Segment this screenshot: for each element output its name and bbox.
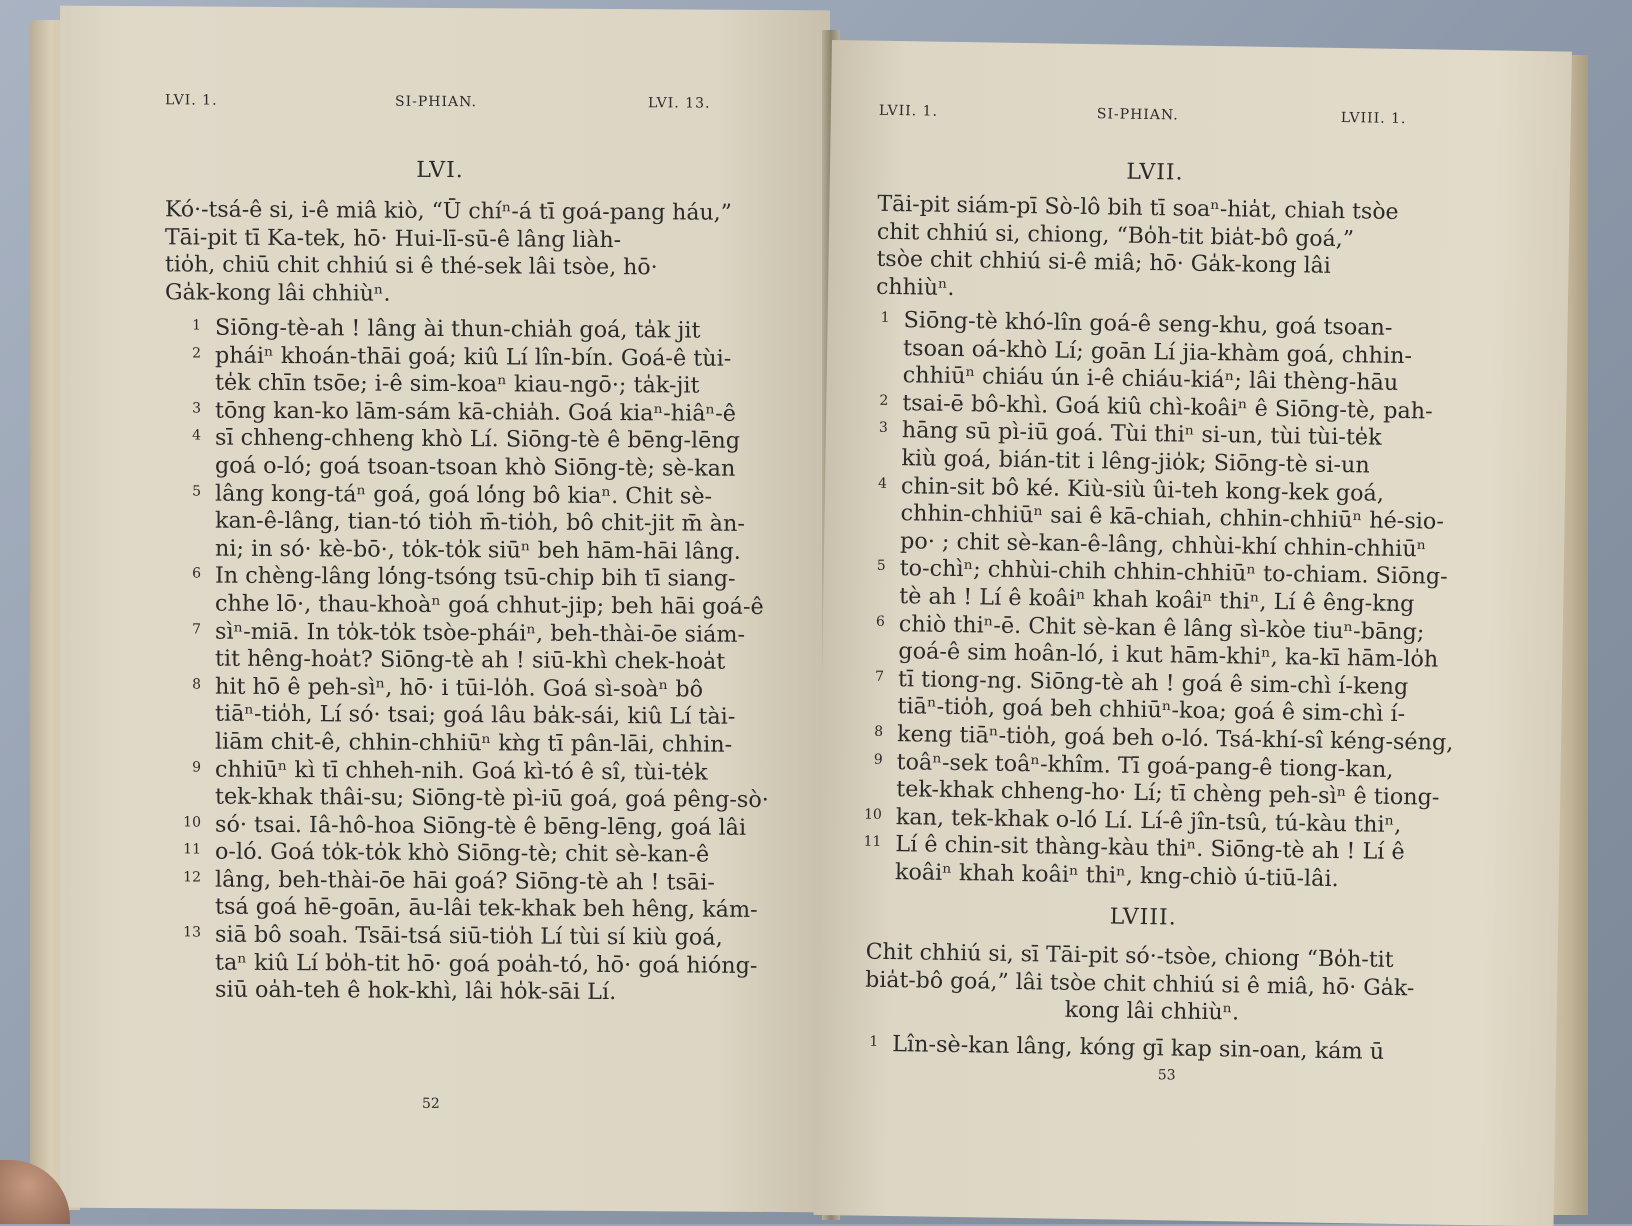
verse-text: tōng kan-ko lām-sám kā-chia̍h. Goá kiaⁿ-hiâⁿ-ê <box>215 397 736 426</box>
verse-number <box>842 778 882 779</box>
verse-line <box>215 673 775 704</box>
verse-line <box>215 425 775 456</box>
chapter-title-2: LVIII. <box>1058 904 1228 932</box>
verse-text: tsá goá hē-goān, āu-lâi tek-khak beh hêng, kám- <box>215 894 758 923</box>
verse-line <box>215 729 775 760</box>
verse-line <box>215 535 775 566</box>
verse-text: siū oa̍h-teh ê hok-khì, lâi ho̍k-sāi Lí. <box>215 977 616 1005</box>
verse-number: 6 <box>845 613 885 630</box>
verse-line <box>215 811 775 842</box>
verse-block-2 <box>892 1031 1432 1067</box>
verse-number: 9 <box>161 759 201 775</box>
summary-line: chit chhiú si, chiong, “Bo̍h-tit bia̍t-bô goá,” <box>927 219 1497 256</box>
verse-number: 6 <box>161 566 201 582</box>
verse-number: 1 <box>838 1033 878 1050</box>
verse-line <box>215 342 775 373</box>
verse-number: 3 <box>848 420 888 437</box>
verse-text: tsai-ē bô-khì. Goá kiû chì-koâiⁿ ê Siōng-tè, pah- <box>902 390 1433 424</box>
verse-text: hit hō ê peh-sìⁿ, hō· i tūi-lo̍h. Goá sì-soàⁿ bô <box>215 673 703 702</box>
verse-number <box>849 337 889 338</box>
summary-line: Kó·-tsá-ê si, i-ê miâ kiò, “Ū chíⁿ-á tī goá-pang háu,” <box>215 197 815 228</box>
verse-text: Lîn-sè-kan lâng, kóng gī kap sin-oan, kám ū <box>892 1031 1384 1065</box>
verse-line <box>215 977 775 1008</box>
verse-number: 13 <box>161 924 201 940</box>
verse-text: sìⁿ-miā. In to̍k-to̍k tsòe-pháiⁿ, beh-thài-ōe siám- <box>215 618 745 647</box>
verse-line <box>215 508 775 539</box>
verse-line <box>215 866 775 897</box>
verse-text: keng tiāⁿ-tio̍h, goá beh o-ló. Tsá-khí-sî kéng-séng, <box>897 721 1454 756</box>
verse-text: tek-khak chheng-ho· Lí; tī chèng peh-sìⁿ ê tiong- <box>896 776 1440 811</box>
verse-text: tiāⁿ-tio̍h, goá beh chhiūⁿ-koa; goá ê sim-chì í- <box>897 693 1405 727</box>
verse-number: 8 <box>161 676 201 692</box>
right-header-left: LVII. 1. <box>879 103 938 120</box>
verse-line <box>215 315 775 346</box>
verse-number: 1 <box>850 309 890 326</box>
verse-line <box>215 453 775 484</box>
verse-line <box>215 784 775 815</box>
verse-number: 12 <box>161 869 201 885</box>
verse-number: 5 <box>846 558 886 575</box>
verse-text: lâng kong-táⁿ goá, goá ló̍ng bô kiaⁿ. Chit sè- <box>215 480 712 509</box>
verse-text: goá o-ló; goá tsoan-tsoan khò Siōng-tè; sè-kan <box>215 453 735 482</box>
verse-block <box>215 315 775 1008</box>
verse-number <box>841 861 881 862</box>
verse-text: te̍k chīn tsōe; i-ê sim-koaⁿ kiau-ngō·; ta̍k-jit <box>215 370 699 399</box>
verse-text: Siōng-tè khó-lîn goá-ê seng-khu, goá tsoan- <box>903 307 1392 341</box>
verse-text: tiāⁿ-tio̍h, Lí só· tsai; goá lâu ba̍k-sái, kiû Lí tài- <box>215 701 735 730</box>
verse-number: 8 <box>843 723 883 740</box>
verse-line <box>215 922 775 953</box>
right-header-right: LVIII. 1. <box>1341 110 1407 127</box>
verse-line <box>215 894 775 925</box>
chapter-summary-2 <box>865 939 1486 1032</box>
summary-line: Tāi-pit siám-pī Sò-lô bih tī soaⁿ-hia̍t, chiah tsòe <box>927 192 1497 229</box>
right-page <box>814 40 1572 1226</box>
verse-text: liām chit-ê, chhin-chhiūⁿ kǹg tī pân-lāi, chhin- <box>215 729 732 758</box>
chapter-summary <box>165 196 815 310</box>
verse-number <box>848 447 888 448</box>
verse-text: taⁿ kiû Lí bo̍h-tit hō· goá poa̍h-tó, hō· goá hióng- <box>215 949 757 978</box>
verse-text: tit hêng-hoa̍t? Siōng-tè ah ! siū-khì chek-hoa̍t <box>215 646 725 675</box>
verse-text: tsoan oá-khò Lí; goān Lí jia-khàm goá, chhin- <box>903 335 1412 369</box>
verse-text: chiò thiⁿ-ē. Chit sè-kan ê lâng sì-kòe tiuⁿ-bāng; <box>899 611 1425 645</box>
verse-text: toâⁿ-sek toâⁿ-khîm. Tī goá-pang-ê tiong-kan, <box>896 749 1393 783</box>
verse-number <box>847 502 887 503</box>
verse-number <box>845 585 885 586</box>
left-header-center: SI-PHIAN. <box>395 94 477 111</box>
verse-text: lâng, beh-thài-ōe hāi goá? Siōng-tè ah ! tsāi- <box>215 866 715 895</box>
left-page <box>60 6 830 1213</box>
verse-text: Siōng-tè-ah ! lâng ài thun-chia̍h goá, ta̍k jit <box>215 315 700 344</box>
verse-line <box>215 397 775 428</box>
chapter-title: LVI. <box>360 157 520 183</box>
verse-text: chhe lō·, thau-khoàⁿ goá chhut-jip; beh hāi goá-ê <box>215 591 764 620</box>
page-number: 53 <box>1158 1067 1176 1083</box>
verse-number <box>846 530 886 531</box>
verse-text: kan-ê-lâng, tian-tó tio̍h m̄-tio̍h, bô chit-jit m̄ àn- <box>215 508 745 537</box>
verse-number: 11 <box>841 834 881 851</box>
verse-number: 10 <box>842 806 882 823</box>
chapter-title: LVII. <box>1070 159 1240 187</box>
verse-text: to-chìⁿ; chhùi-chih chhin-chhiūⁿ to-chiam. Siōng- <box>900 555 1448 590</box>
verse-text: chhin-chhiūⁿ sai ê kā-chiah, chhin-chhiūⁿ hé-sio- <box>900 500 1444 535</box>
summary-line: bia̍t-bô goá,” lâi tsòe chit chhiú si ê miâ, hō· Ga̍k- <box>915 967 1485 1004</box>
summary-line: kong lâi chhiùⁿ. <box>915 995 1485 1032</box>
verse-line <box>892 1031 1432 1067</box>
verse-line <box>215 591 775 622</box>
verse-line <box>215 646 775 677</box>
verse-line <box>215 370 775 401</box>
verse-text: koâiⁿ khah koâiⁿ thiⁿ, kng-chiò ú-tiū-lâi. <box>895 859 1339 892</box>
verse-text: tek-khak thâi-su; Siōng-tè pì-iū goá, goá pêng-sò· <box>215 784 769 813</box>
verse-text: po· ; chit sè-kan-ê-lâng, chhùi-khí chhin-chhiūⁿ <box>900 528 1427 562</box>
verse-text: tī tiong-ng. Siōng-tè ah ! goá ê sim-chì í-keng <box>898 666 1409 700</box>
right-header-center: SI-PHIAN. <box>1097 106 1179 123</box>
verse-text: In chèng-lâng ló̍ng-tsóng tsū-chip bih tī siang- <box>215 563 736 592</box>
verse-number: 9 <box>843 751 883 768</box>
verse-block <box>895 307 1444 895</box>
verse-text: ni; in só· kè-bō·, to̍k-to̍k siūⁿ beh hām-hāi lâng. <box>215 535 741 564</box>
verse-line <box>215 756 775 787</box>
summary-line: chhiùⁿ. <box>926 274 1496 311</box>
verse-number: 7 <box>844 668 884 685</box>
verse-number: 4 <box>161 428 201 444</box>
verse-line <box>215 839 775 870</box>
verse-line <box>215 949 775 980</box>
verse-number: 5 <box>161 483 201 499</box>
verse-text: kan, tek-khak o-ló Lí. Lí-ê jîn-tsû, tú-kàu thiⁿ, <box>896 804 1402 838</box>
verse-number <box>844 696 884 697</box>
chapter-summary <box>876 191 1498 311</box>
verse-text: goá-ê sim hoân-ló, i kut hām-khiⁿ, ka-kī hām-lo̍h <box>898 638 1438 672</box>
verse-text: chhiūⁿ chiáu ún i-ê chiáu-kiáⁿ; lâi thèng-hāu <box>903 362 1399 396</box>
verse-number: 2 <box>161 345 201 361</box>
verse-number: 7 <box>161 621 201 637</box>
verse-number <box>845 640 885 641</box>
summary-line: tsòe chit chhiú si-ê miâ; hō· Ga̍k-kong lâi <box>926 247 1496 284</box>
verse-line <box>215 563 775 594</box>
verse-text: o-ló. Goá to̍k-to̍k khò Siōng-tè; chit sè-kan-ê <box>215 839 709 868</box>
verse-text: pháiⁿ khoán-thāi goá; kiû Lí lîn-bín. Goá-ê tùi- <box>215 342 731 371</box>
verse-text: siā bô soah. Tsāi-tsá siū-tio̍h Lí tùi sí kiù goá, <box>215 922 723 951</box>
verse-number: 10 <box>161 814 201 830</box>
summary-line: Tāi-pit tī Ka-tek, hō· Hui-lī-sū-ê lâng liàh- <box>215 224 815 255</box>
verse-line <box>215 480 775 511</box>
verse-text: chin-sit bô ké. Kiù-siù ûi-teh kong-kek goá, <box>901 473 1384 507</box>
verse-text: tè ah ! Lí ê koâiⁿ khah koâiⁿ thiⁿ, Lí ê êng-kng <box>899 583 1415 617</box>
verse-text: kiù goá, bián-tit i lêng-jio̍k; Siōng-tè si-un <box>901 445 1370 478</box>
left-header-right: LVI. 13. <box>648 95 710 111</box>
verse-number: 3 <box>161 400 201 416</box>
summary-line: Chit chhiú si, sī Tāi-pit só·-tsòe, chiong “Bo̍h-tit <box>915 939 1485 976</box>
summary-line: Ga̍k-kong lâi chhiùⁿ. <box>215 279 815 310</box>
verse-number: 1 <box>161 317 201 333</box>
verse-text: chhiūⁿ kì tī chheh-nih. Goá kì-tó ê sî, tùi-te̍k <box>215 756 708 785</box>
verse-text: Lí ê chin-sit thàng-kàu thiⁿ. Siōng-tè ah ! Lí ê <box>895 831 1405 865</box>
verse-number: 2 <box>848 392 888 409</box>
verse-line <box>215 618 775 649</box>
verse-number <box>849 364 889 365</box>
verse-number: 11 <box>161 842 201 858</box>
summary-line: tio̍h, chiū chit chhiú si ê thé-sek lâi tsòe, hō· <box>215 252 815 283</box>
left-header-left: LVI. 1. <box>165 92 218 108</box>
verse-number: 4 <box>847 475 887 492</box>
verse-text: só· tsai. Iâ-hô-hoa Siōng-tè ê bēng-lēng, goá lâi <box>215 811 746 840</box>
verse-text: hāng sū pì-iū goá. Tùi thiⁿ si-un, tùi tùi-te̍k <box>902 418 1382 452</box>
verse-text: sī chheng-chheng khò Lí. Siōng-tè ê bēng-lēng <box>215 425 740 454</box>
page-number: 52 <box>422 1096 440 1112</box>
verse-line <box>215 701 775 732</box>
